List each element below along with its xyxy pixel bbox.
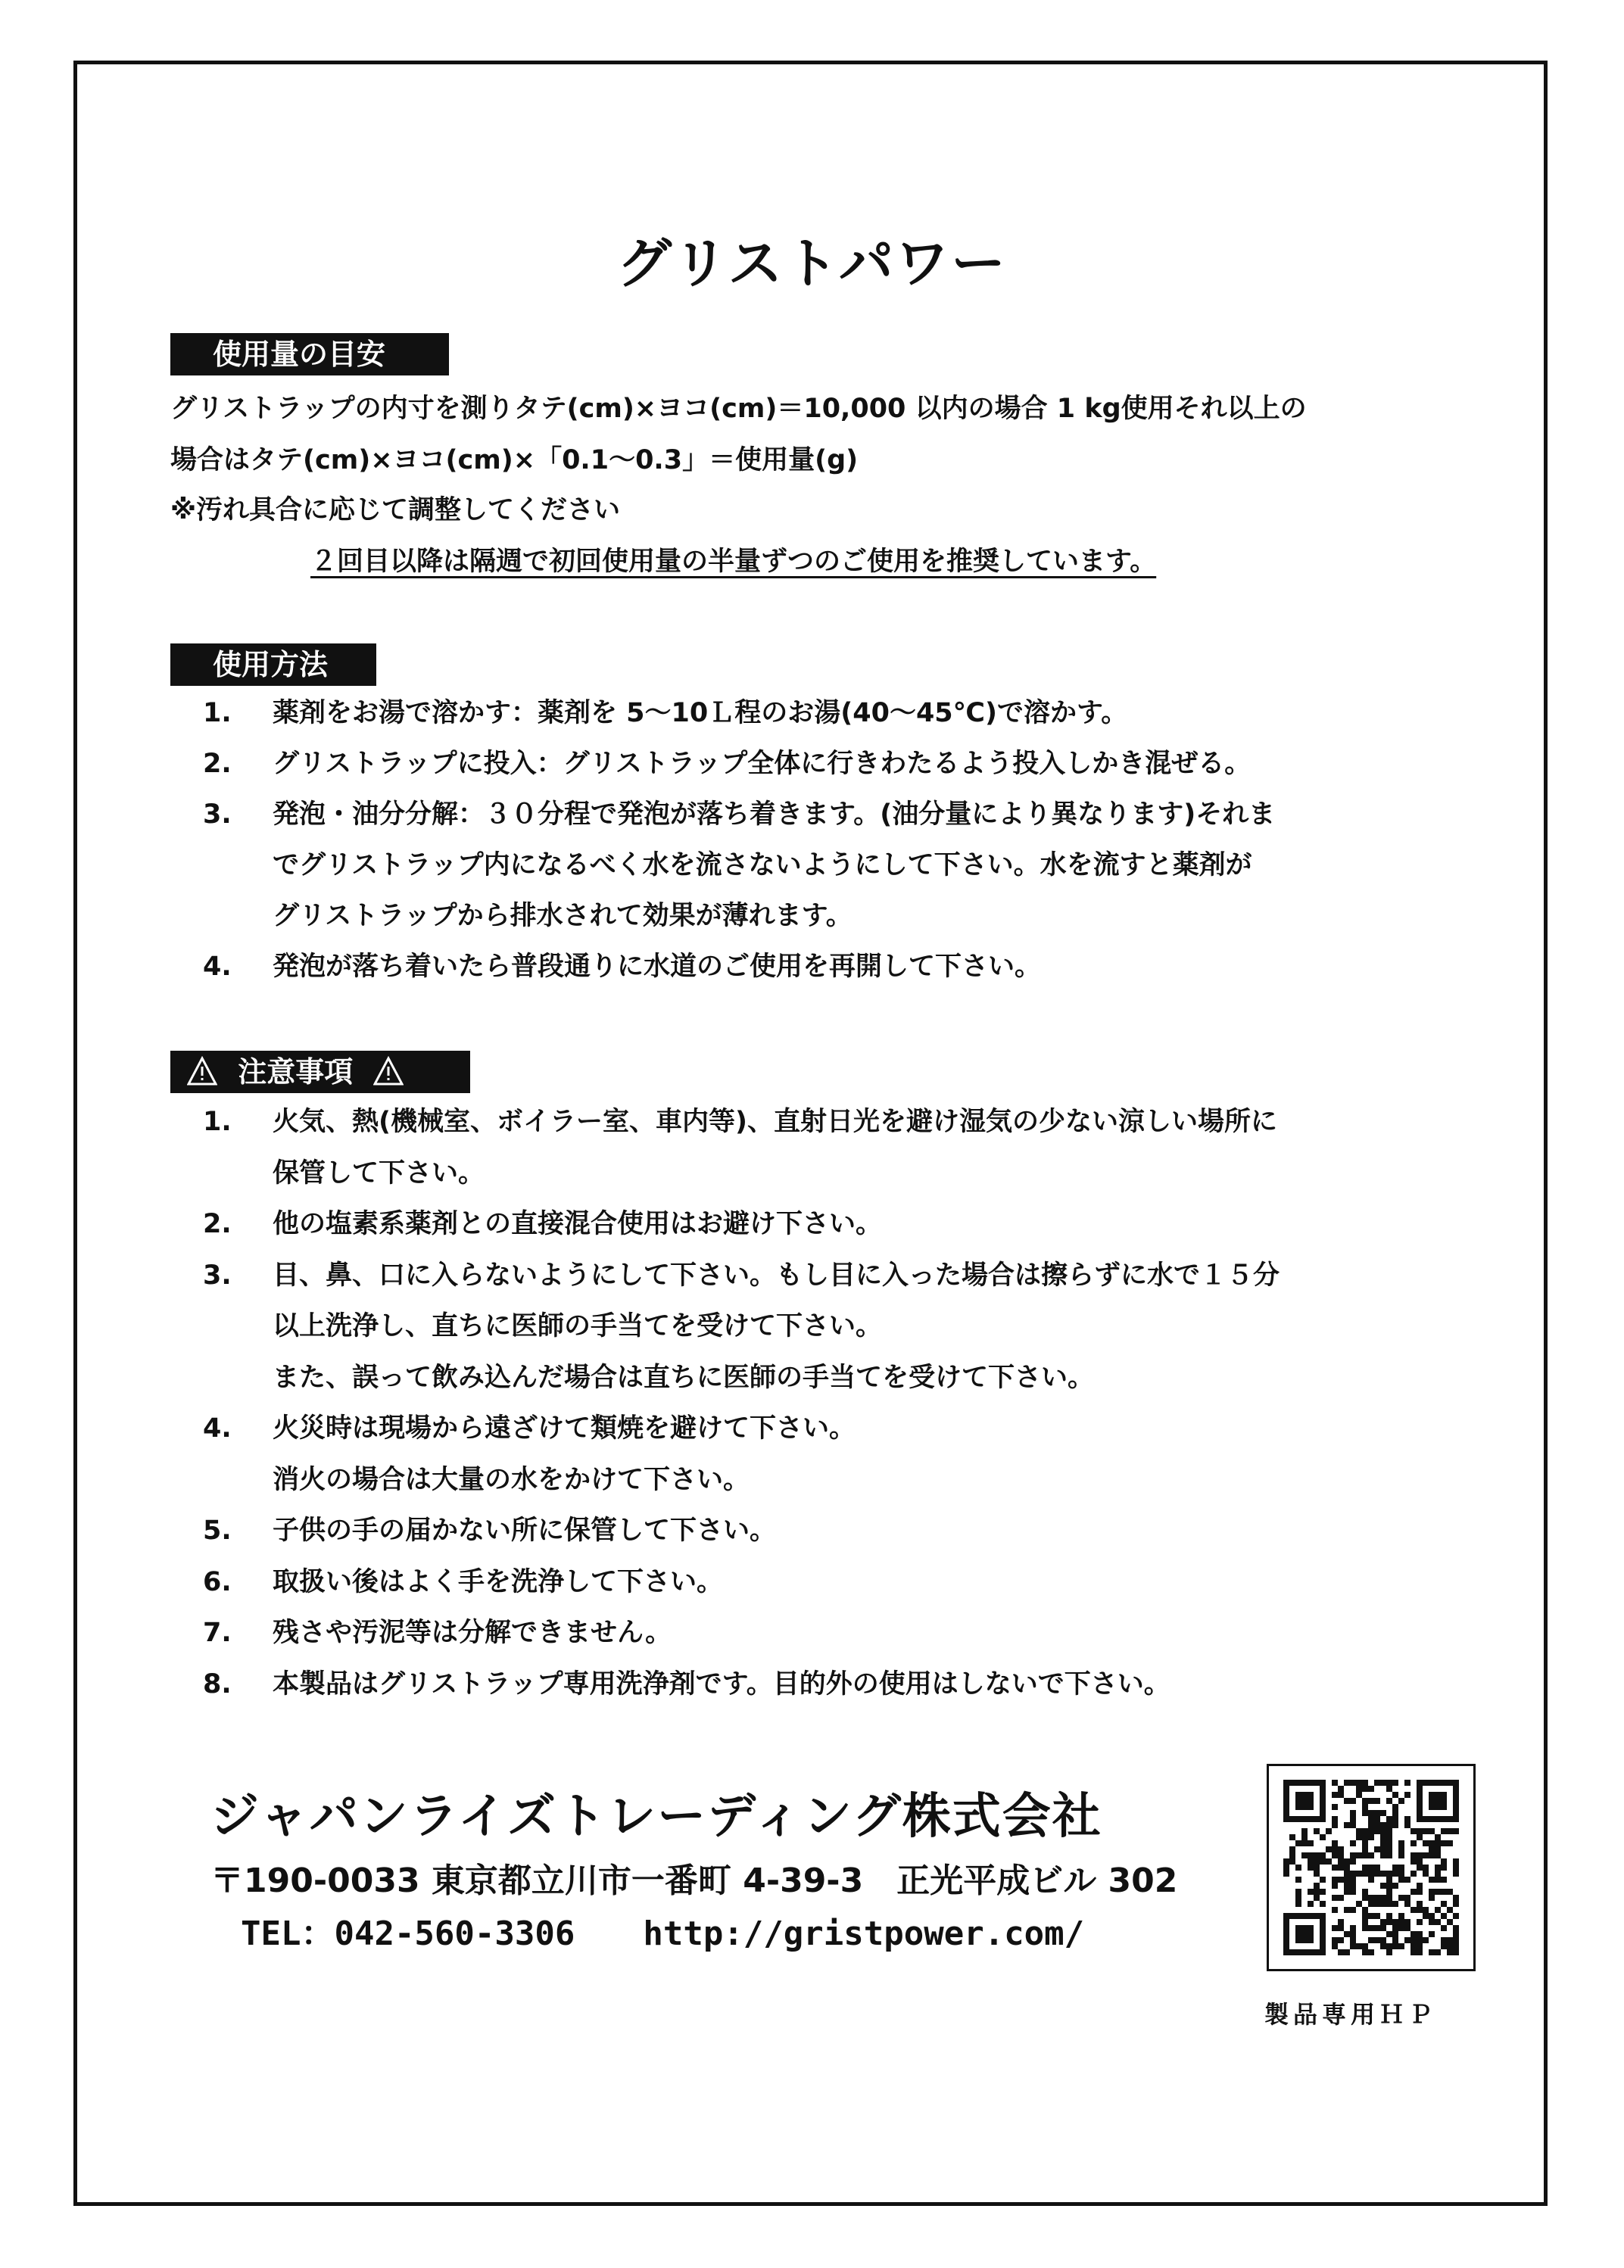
- list-item-number: 5.: [203, 1516, 232, 1546]
- list-item-number: 4.: [203, 952, 232, 982]
- list-item-number: 1.: [203, 1107, 232, 1137]
- list-item-text: 取扱い後はよく手を洗浄して下さい。: [273, 1566, 724, 1597]
- usage-amount-line: ※汚れ具合に応じて調整してください: [170, 495, 621, 525]
- list-item-text: 火気、熱(機械室、ボイラー室、車内等)、直射日光を避け湿気の少ない涼しい場所に: [273, 1107, 1277, 1137]
- company-address: 〒190-0033 東京都立川市一番町 4-39-3 正光平成ビル 302: [210, 1861, 1178, 1900]
- usage-amount-note: ２回目以降は隔週で初回使用量の半量ずつのご使用を推奨しています。: [310, 547, 1157, 577]
- list-item-number: 3.: [203, 1260, 232, 1291]
- section-label-usage-method: 使用方法: [170, 643, 376, 686]
- list-item-text: 消火の場合は大量の水をかけて下さい。: [273, 1464, 750, 1495]
- list-item-text: 子供の手の届かない所に保管して下さい。: [273, 1516, 777, 1546]
- list-item-number: 3.: [203, 799, 232, 830]
- list-item-text: でグリストラップ内になるべく水を流さないようにして下さい。水を流すと薬剤が: [273, 850, 1252, 880]
- list-item-text: 薬剤をお湯で溶かす：薬剤を 5～10Ｌ程のお湯(40～45℃)で溶かす。: [273, 698, 1128, 728]
- warning-icon: [187, 1055, 217, 1086]
- list-item-number: 2.: [203, 749, 232, 779]
- company-name: ジャパンライズトレーディング株式会社: [210, 1789, 1102, 1845]
- list-item-text: 発泡が落ち着いたら普段通りに水道のご使用を再開して下さい。: [273, 952, 1042, 982]
- list-item-number: 2.: [203, 1209, 232, 1239]
- list-item-number: 1.: [203, 698, 232, 728]
- warning-icon: [373, 1055, 404, 1086]
- usage-amount-line: 場合はタテ(cm)×ヨコ(cm)×「0.1～0.3」＝使用量(g): [170, 445, 859, 475]
- list-item-text: 目、鼻、口に入らないようにして下さい。もし目に入った場合は擦らずに水で１５分: [273, 1260, 1280, 1291]
- list-item-text: また、誤って飲み込んだ場合は直ちに医師の手当てを受けて下さい。: [273, 1362, 1095, 1393]
- section-label-precautions: [170, 1051, 470, 1093]
- website-url[interactable]: http://gristpower.com/: [643, 1914, 1085, 1953]
- list-item-text: グリストラップに投入：グリストラップ全体に行きわたるよう投入しかき混ぜる。: [273, 749, 1252, 779]
- list-item-text: 発泡・油分分解：３０分程で発泡が落ち着きます。(油分量により異なります)それま: [273, 799, 1276, 830]
- company-contact: [241, 1906, 1084, 1955]
- precautions-label-text: 注意事項: [238, 1055, 354, 1089]
- list-item-number: 4.: [203, 1413, 232, 1444]
- list-item-number: 7.: [203, 1618, 232, 1648]
- qr-code-frame: [1267, 1764, 1476, 1971]
- qr-code-icon[interactable]: [1283, 1780, 1459, 1955]
- product-title: グリストパワー: [616, 232, 1008, 295]
- phone-number: TEL：042-560-3306: [241, 1914, 575, 1953]
- list-item-number: 6.: [203, 1566, 232, 1597]
- list-item-number: 8.: [203, 1668, 232, 1699]
- usage-amount-line: グリストラップの内寸を測りタテ(cm)×ヨコ(cm)＝10,000 以内の場合 1 kg使用それ以上の: [170, 394, 1307, 424]
- list-item-text: 以上洗浄し、直ちに医師の手当てを受けて下さい。: [273, 1311, 883, 1341]
- list-item-text: 本製品はグリストラップ専用洗浄剤です。目的外の使用はしないで下さい。: [273, 1668, 1170, 1699]
- list-item-text: グリストラップから排水されて効果が薄れます。: [273, 901, 853, 931]
- list-item-text: 火災時は現場から遠ざけて類焼を避けて下さい。: [273, 1413, 856, 1444]
- list-item-text: 保管して下さい。: [273, 1157, 485, 1189]
- list-item-text: 他の塩素系薬剤との直接混合使用はお避け下さい。: [273, 1209, 883, 1239]
- list-item-text: 残さや汚泥等は分解できません。: [273, 1618, 672, 1648]
- qr-code-caption: 製品専用ＨＰ: [1264, 2000, 1438, 2029]
- section-label-usage-amount: 使用量の目安: [170, 333, 449, 375]
